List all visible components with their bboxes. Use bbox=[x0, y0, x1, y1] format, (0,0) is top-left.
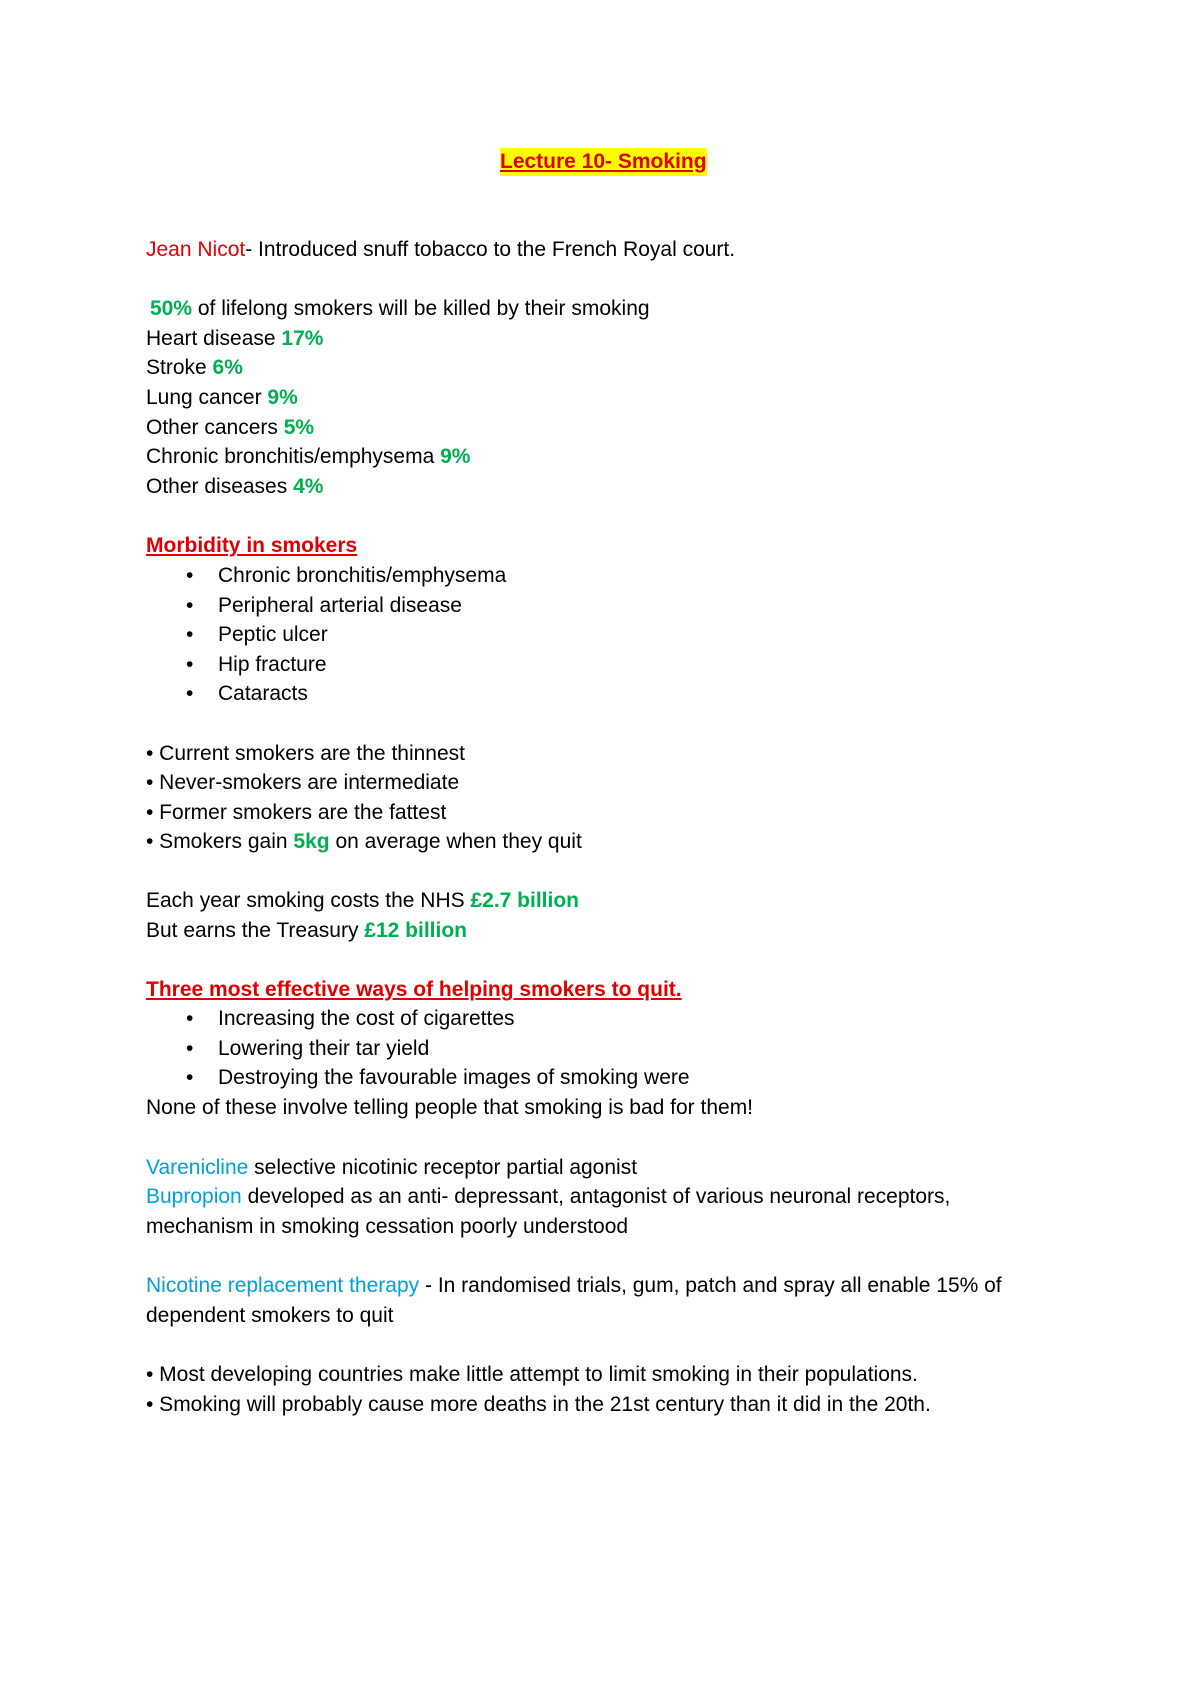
mortality-row bbox=[146, 414, 314, 442]
bupropion-line-2: mechanism in smoking cessation poorly understood bbox=[146, 1215, 629, 1238]
weight-line: • Current smokers are the thinnest bbox=[146, 742, 465, 765]
page-title: Lecture 10- Smoking bbox=[500, 148, 707, 176]
nrt-line bbox=[146, 1272, 1002, 1300]
mortality-row bbox=[146, 384, 298, 412]
nicot-line bbox=[146, 236, 735, 264]
mortality-label: Heart disease bbox=[146, 327, 282, 350]
weight-gain-before: • Smokers gain bbox=[146, 830, 294, 853]
weight-line: • Former smokers are the fattest bbox=[146, 801, 447, 824]
mortality-pct: 9% bbox=[267, 386, 298, 409]
mortality-label: Stroke bbox=[146, 356, 213, 379]
nhs-cost-line bbox=[146, 887, 579, 915]
list-item-text: Lowering their tar yield bbox=[218, 1037, 430, 1060]
bullet: • bbox=[186, 623, 194, 646]
weight-gain-value: 5kg bbox=[293, 830, 330, 853]
varenicline-text: selective nicotinic receptor partial agonist bbox=[248, 1156, 638, 1179]
varenicline-name: Varenicline bbox=[146, 1156, 249, 1179]
list-item-text: Destroying the favourable images of smoking were bbox=[218, 1066, 690, 1089]
list-item-text: Peptic ulcer bbox=[218, 623, 328, 646]
nrt-text: - In randomised trials, gum, patch and spray all enable 15% of bbox=[419, 1274, 1002, 1297]
mortality-row bbox=[146, 354, 243, 382]
varenicline-line bbox=[146, 1154, 637, 1182]
mortality-pct: 9% bbox=[440, 445, 471, 468]
bullet: • bbox=[186, 682, 194, 705]
list-item-text: Cataracts bbox=[218, 682, 308, 705]
bullet: • bbox=[186, 594, 194, 617]
treasury-value: £12 billion bbox=[364, 919, 467, 942]
closing-line: • Smoking will probably cause more deaths in the 21st century than it did in the 20th. bbox=[146, 1393, 931, 1416]
bullet: • bbox=[186, 1037, 194, 1060]
treasury-text: But earns the Treasury bbox=[146, 919, 365, 942]
bupropion-text: developed as an anti- depressant, antagonist of various neuronal receptors, bbox=[241, 1185, 951, 1208]
mortality-row bbox=[146, 325, 323, 353]
weight-gain-line bbox=[146, 828, 582, 856]
nhs-cost-value: £2.7 billion bbox=[470, 889, 579, 912]
list-item-text: Peripheral arterial disease bbox=[218, 594, 462, 617]
bullet: • bbox=[186, 1007, 194, 1030]
quit-heading: Three most effective ways of helping smokers to quit. bbox=[146, 978, 682, 1001]
mortality-pct: 6% bbox=[212, 356, 243, 379]
mortality-label: Lung cancer bbox=[146, 386, 268, 409]
mortality-pct: 5% bbox=[283, 416, 315, 439]
mortality-pct: 4% bbox=[293, 475, 324, 498]
closing-line: • Most developing countries make little attempt to limit smoking in their populations. bbox=[146, 1363, 918, 1386]
list-item-text: Hip fracture bbox=[218, 653, 327, 676]
weight-line: • Never-smokers are intermediate bbox=[146, 771, 460, 794]
morbidity-heading: Morbidity in smokers bbox=[146, 534, 358, 557]
list-item-text: Chronic bronchitis/emphysema bbox=[218, 564, 507, 587]
nrt-line-2: dependent smokers to quit bbox=[146, 1304, 394, 1327]
list-item-text: Increasing the cost of cigarettes bbox=[218, 1007, 515, 1030]
mortality-label: Other cancers bbox=[146, 416, 284, 439]
mortality-row bbox=[146, 443, 470, 471]
mortality-label: Other diseases bbox=[146, 475, 294, 498]
bullet: • bbox=[186, 1066, 194, 1089]
treasury-line bbox=[146, 917, 467, 945]
quit-note: None of these involve telling people that smoking is bad for them! bbox=[146, 1096, 754, 1119]
mortality-lead bbox=[150, 295, 650, 323]
bullet: • bbox=[186, 653, 194, 676]
bupropion-line bbox=[146, 1183, 950, 1211]
bullet: • bbox=[186, 564, 194, 587]
nhs-cost-text: Each year smoking costs the NHS bbox=[146, 889, 471, 912]
mortality-lead-text: of lifelong smokers will be killed by their smoking bbox=[192, 297, 650, 320]
bupropion-name: Bupropion bbox=[146, 1185, 242, 1208]
nicot-name: Jean Nicot bbox=[146, 238, 246, 261]
weight-gain-after: on average when they quit bbox=[329, 830, 582, 853]
nrt-name: Nicotine replacement therapy bbox=[146, 1274, 420, 1297]
mortality-label: Chronic bronchitis/emphysema bbox=[146, 445, 441, 468]
mortality-row bbox=[146, 473, 323, 501]
mortality-pct: 17% bbox=[281, 327, 324, 350]
mortality-lead-pct: 50% bbox=[150, 297, 193, 320]
nicot-text: - Introduced snuff tobacco to the French Royal court. bbox=[245, 238, 736, 261]
